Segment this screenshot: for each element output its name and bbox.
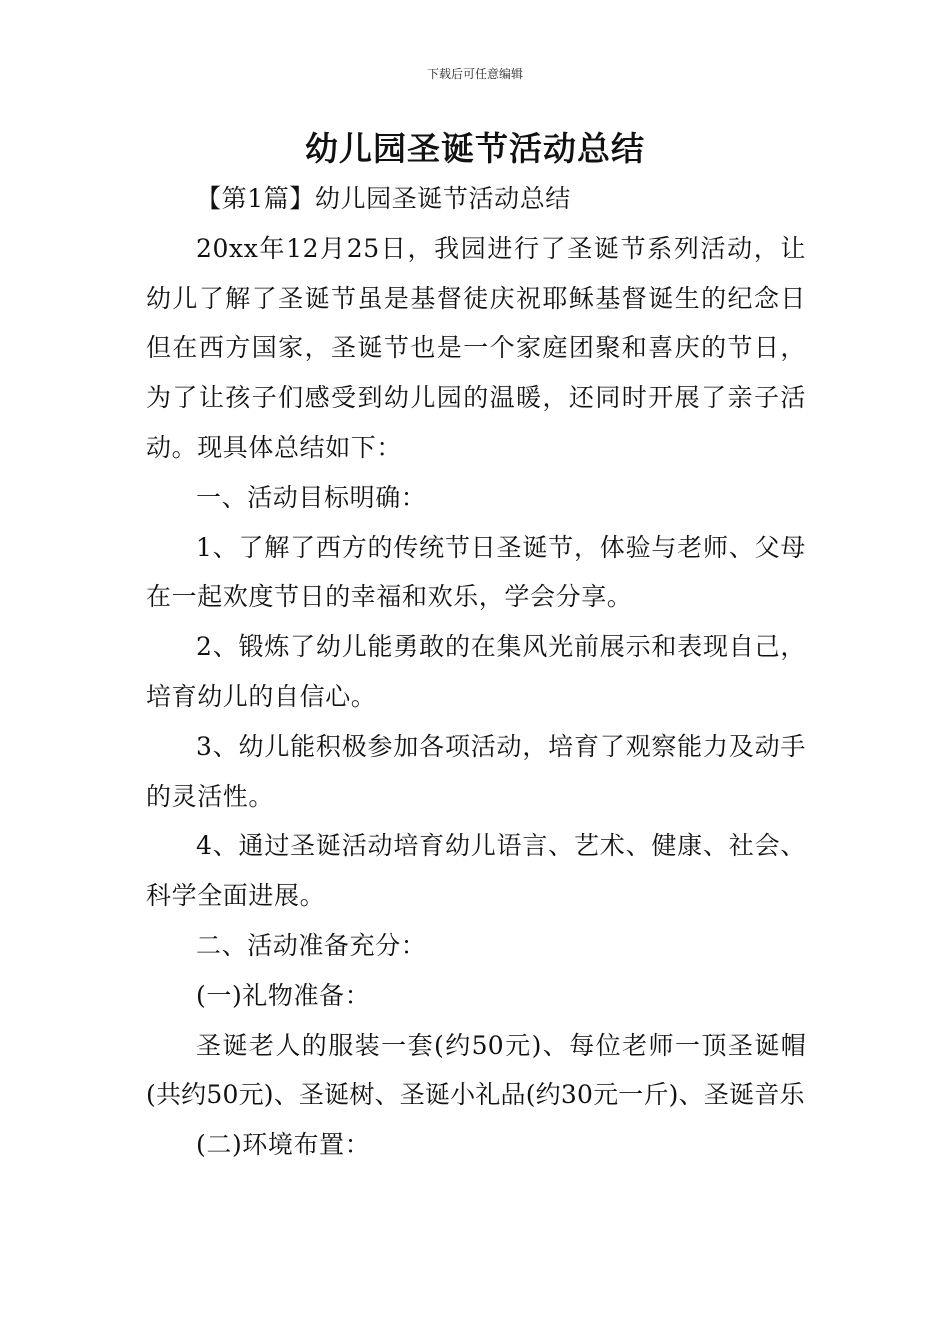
header-note: 下载后可任意编辑	[426, 67, 523, 81]
goal-item-3: 3、幼儿能积极参加各项活动，培育了观察能力及动手的灵活性。	[146, 731, 806, 811]
document-body	[146, 174, 806, 1170]
section-heading-goals: 一、活动目标明确：	[196, 482, 427, 512]
document-title: 幼儿园圣诞节活动总结	[305, 129, 645, 168]
intro-paragraph: 20xx年12月25日，我园进行了圣诞节系列活动，让幼儿了解了圣诞节虽是基督徒庆祝耶稣基督诞生的纪念日但在西方国家，圣诞节也是一个家庭团聚和喜庆的节日，为了让孩子们感受到幼儿园的温暖，还同时开展了亲子活动。现具体总结如下：	[146, 233, 806, 462]
goal-item-4: 4、通过圣诞活动培育幼儿语言、艺术、健康、社会、科学全面进展。	[146, 831, 806, 911]
section-heading-preparation: 二、活动准备充分：	[196, 930, 427, 960]
subheading-gifts: (一)礼物准备：	[196, 980, 371, 1010]
goal-item-1: 1、了解了西方的传统节日圣诞节，体验与老师、父母在一起欢度节日的幸福和欢乐，学会分享。	[146, 532, 806, 612]
goal-item-2: 2、锻炼了幼儿能勇敢的在集风光前展示和表现自己，培育幼儿的自信心。	[146, 632, 806, 711]
gifts-paragraph: 圣诞老人的服装一套(约50元)、每位老师一顶圣诞帽(共约50元)、圣诞树、圣诞小礼品(约30元一斤)、圣诞音乐	[146, 1030, 806, 1110]
section-heading-part1: 【第1篇】幼儿园圣诞节活动总结	[196, 184, 571, 213]
subheading-environment: (二)环境布置：	[196, 1130, 371, 1160]
